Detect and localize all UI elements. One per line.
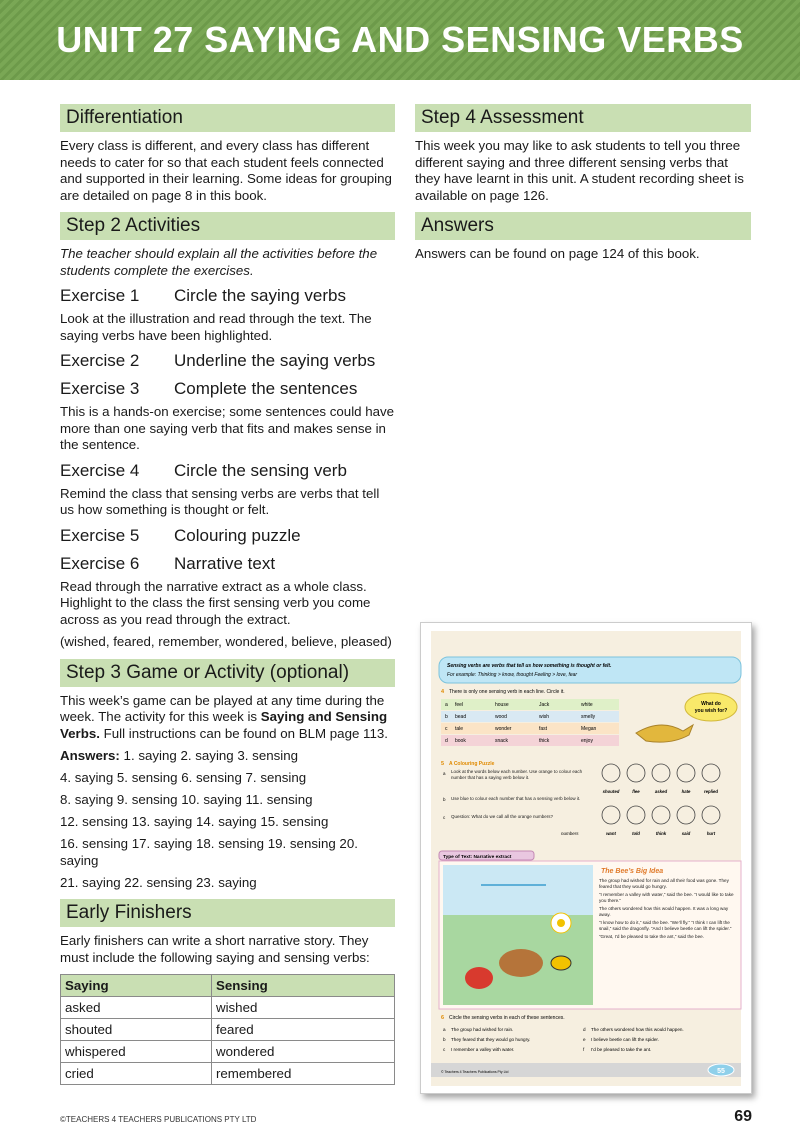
- table-cell: wondered: [211, 1041, 394, 1063]
- exercise-2: [60, 350, 395, 372]
- early-finishers-body: Early finishers can write a short narrative story. They must include the following saying and sensing verbs:: [60, 933, 370, 965]
- grid-cell: smelly: [581, 714, 596, 720]
- grid-cell: white: [581, 702, 593, 708]
- answer-line: 12. sensing 13. saying 14. saying 15. sensing: [60, 814, 329, 829]
- exercise-3: [60, 378, 395, 400]
- grid-cell: fast: [539, 726, 548, 732]
- table-header-row: [61, 975, 395, 997]
- grid-cell: d: [445, 738, 448, 744]
- bubble-text: What do: [701, 701, 721, 707]
- table-row: [61, 1063, 395, 1085]
- exercise-1: [60, 285, 395, 307]
- grid-cell: c: [445, 726, 448, 732]
- right-column: [415, 104, 751, 269]
- grid-cell: thick: [539, 738, 550, 744]
- exercise-5: [60, 525, 395, 547]
- svg-text:5: 5: [441, 761, 445, 767]
- q5a-text: Look at the words below each number. Use orange to colour each number that has a saying verb below it.: [451, 769, 583, 780]
- verb-examples: (wished, feared, remember, wondered, believe, pleased): [60, 634, 392, 649]
- exercise-title: Narrative text: [174, 553, 276, 573]
- answer-line: 16. sensing 17. saying 18. sensing 19. sensing 20. saying: [60, 836, 358, 868]
- svg-text:I remember a valley with water: I remember a valley with water.: [451, 1047, 515, 1052]
- unit-banner: [0, 0, 800, 80]
- svg-text:c: c: [443, 815, 446, 820]
- svg-text:I’d be pleased to take the ant: I’d be pleased to take the ant.: [591, 1047, 652, 1052]
- q6-text: Circle the sensing verbs in each of these sentences.: [449, 1015, 565, 1021]
- page-number: 69: [734, 1108, 752, 1125]
- table-cell: asked: [61, 997, 212, 1019]
- table-cell: cried: [61, 1063, 212, 1085]
- svg-text:The others wondered how this w: The others wondered how this would happen.: [591, 1027, 684, 1032]
- exercise-4: [60, 460, 395, 482]
- grid-cell: book: [455, 738, 466, 744]
- grid-cell: snack: [495, 738, 509, 744]
- exercise-number: Exercise 2: [60, 351, 140, 370]
- svg-text:a: a: [443, 771, 446, 776]
- svg-text:b: b: [443, 1037, 446, 1042]
- svg-text:want: want: [606, 831, 616, 836]
- snail-icon: [499, 949, 543, 977]
- answer-line: 8. saying 9. sensing 10. saying 11. sensing: [60, 792, 313, 807]
- unit-title: UNIT 27 SAYING AND SENSING VERBS: [56, 19, 744, 60]
- thumb-page-number: 55: [717, 1068, 725, 1075]
- grid-cell: tale: [455, 726, 464, 732]
- story-text: The group had wished for rain and all their food was gone. They feared that they would go hungry. “I remember a valley with water,” said the bee. “I would like to take you there.” The others wondered how this would happen. It was a long way away. “I know how to do it,” said the bee. “We’ll fly.” “I think I can lift the snail,” said the dragonfly. “And I believe beetle can lift the spider.” “Great, I’d be pleased to take the ant,” said the bee.: [599, 878, 734, 939]
- answer-line: 4. saying 5. sensing 6. sensing 7. sensing: [60, 770, 307, 785]
- table-cell: remembered: [211, 1063, 394, 1085]
- q4-number: 4: [441, 689, 445, 695]
- answers-heading: Answers: [415, 212, 751, 240]
- exercise-desc: Look at the illustration and read through the text. The saying verbs have been highlighted.: [60, 311, 372, 343]
- step3-heading: Step 3 Game or Activity (optional): [60, 659, 395, 687]
- svg-text:think: think: [655, 831, 667, 836]
- exercise-number: Exercise 6: [60, 553, 140, 573]
- answers-body: Answers can be found on page 124 of this book.: [415, 246, 700, 261]
- table-header: Saying: [61, 975, 212, 997]
- exercise-number: Exercise 4: [60, 460, 140, 480]
- student-page-thumbnail: [420, 622, 752, 1094]
- table-cell: wished: [211, 997, 394, 1019]
- svg-text:d: d: [583, 1027, 586, 1032]
- table-header: Sensing: [211, 975, 394, 997]
- exercise-title: Colouring puzzle: [174, 525, 301, 545]
- q5-title: A Colouring Puzzle: [449, 761, 495, 767]
- grid-cell: bead: [455, 714, 467, 720]
- thumb-footer-text: © Teachers 4 Teachers Publications Pty Ltd: [441, 1070, 509, 1074]
- exercise-number: Exercise 5: [60, 525, 140, 545]
- table-cell: feared: [211, 1019, 394, 1041]
- exercise-desc: Read through the narrative extract as a whole class. Highlight to the class the first sensing verb you come across as you read through the extract.: [60, 578, 371, 627]
- svg-text:flee: flee: [632, 789, 640, 794]
- svg-text:said: said: [681, 831, 691, 836]
- differentiation-heading: Differentiation: [60, 104, 395, 132]
- svg-text:c: c: [443, 1047, 446, 1052]
- text-type-label: Type of Text: Narrative extract: [443, 855, 512, 860]
- bee-icon: [551, 956, 571, 970]
- step2-intro: The teacher should explain all the activities before the students complete the exercises.: [60, 246, 378, 278]
- thumb-banner-text: Sensing verbs are verbs that tell us how something is thought or felt.: [447, 663, 612, 669]
- grid-cell: enjoy: [581, 738, 593, 744]
- exercise-number: Exercise 3: [60, 379, 140, 398]
- grid-cell: Megan: [581, 726, 597, 732]
- answer-line: 21. saying 22. sensing 23. saying: [60, 874, 257, 890]
- grid-cell: b: [445, 714, 448, 720]
- exercise-title: Circle the sensing verb: [174, 460, 347, 480]
- answer-line: Answers: 1. saying 2. saying 3. sensing: [60, 748, 298, 763]
- speech-bubble: [685, 693, 737, 721]
- exercise-desc: Remind the class that sensing verbs are verbs that tell us how something is thought or felt.: [60, 485, 380, 517]
- table-cell: shouted: [61, 1019, 212, 1041]
- exercise-6: [60, 553, 395, 575]
- verbs-table: [60, 974, 395, 1085]
- svg-text:6: 6: [441, 1015, 445, 1021]
- grid-cell: wonder: [495, 726, 512, 732]
- grid-cell: house: [495, 702, 509, 708]
- exercise-title: Circle the saying verbs: [174, 286, 346, 305]
- thumb-banner: [439, 657, 741, 683]
- grid-cell: wish: [539, 714, 550, 720]
- exercise-desc: This is a hands-on exercise; some sentences could have more than one saying verb that fits and makes sense in the sentence.: [60, 404, 395, 452]
- svg-text:you wish for?: you wish for?: [694, 708, 728, 714]
- q5b-text: Use blue to colour each number that has a sensing verb below it.: [451, 796, 581, 801]
- step4-body: This week you may like to ask students to tell you three different saying and three different sensing verbs that they have learnt in this unit. A student recording sheet is available on page 126.: [415, 138, 744, 203]
- table-cell: whispered: [61, 1041, 212, 1063]
- svg-text:They feared that they would go: They feared that they would go hungry.: [451, 1037, 531, 1042]
- q5c-answer: numbers: [561, 831, 579, 836]
- q5c-text: Question: What do we call all the orange numbers?: [451, 814, 554, 819]
- table-row: [61, 997, 395, 1019]
- left-column: [60, 104, 395, 1085]
- svg-text:e: e: [583, 1037, 586, 1042]
- svg-text:asked: asked: [654, 789, 668, 794]
- grid-cell: feel: [455, 702, 464, 708]
- step3-body: This week’s game can be played at any time during the week. The activity for this week is Saying and Sensing Verbs. Full instructions can be found on BLM page 113.: [60, 692, 388, 741]
- copyright-footer: ©TEACHERS 4 TEACHERS PUBLICATIONS PTY LTD: [60, 1115, 257, 1124]
- svg-text:shouted: shouted: [602, 789, 620, 794]
- grid-cell: Jack: [539, 702, 550, 708]
- thumb-banner-example: For example: Thinking > know, thought Feeling > love, fear: [447, 672, 578, 678]
- svg-text:hurt: hurt: [706, 831, 716, 836]
- svg-text:The group had wished for rain.: The group had wished for rain.: [451, 1027, 514, 1032]
- svg-text:hate: hate: [681, 789, 691, 794]
- svg-text:I believe beetle can lift the: I believe beetle can lift the spider.: [591, 1037, 659, 1042]
- story-title: The Bee’s Big Idea: [601, 868, 664, 875]
- exercise-title: Complete the sentences: [174, 379, 358, 398]
- svg-text:f: f: [583, 1047, 585, 1052]
- exercise-title: Underline the saying verbs: [174, 351, 376, 370]
- step2-heading: Step 2 Activities: [60, 212, 395, 240]
- step4-heading: Step 4 Assessment: [415, 104, 751, 132]
- svg-text:b: b: [443, 797, 446, 802]
- grid-cell: a: [445, 702, 448, 708]
- exercise-number: Exercise 1: [60, 286, 140, 305]
- grid-cell: wood: [495, 714, 507, 720]
- svg-text:a: a: [443, 1027, 446, 1032]
- ladybird-icon: [465, 967, 493, 989]
- q4-text: There is only one sensing verb in each line. Circle it.: [449, 689, 565, 695]
- differentiation-body: Every class is different, and every class has different needs to cater for so that each student feels connected and supported in their learning. Some ideas for grouping are detailed on page 8 in this book.: [60, 138, 392, 203]
- svg-text:replied: replied: [703, 789, 719, 794]
- table-row: [61, 1041, 395, 1063]
- student-page-preview: [421, 623, 751, 1093]
- table-row: [61, 1019, 395, 1041]
- svg-text:told: told: [632, 831, 640, 836]
- early-finishers-heading: Early Finishers: [60, 899, 395, 927]
